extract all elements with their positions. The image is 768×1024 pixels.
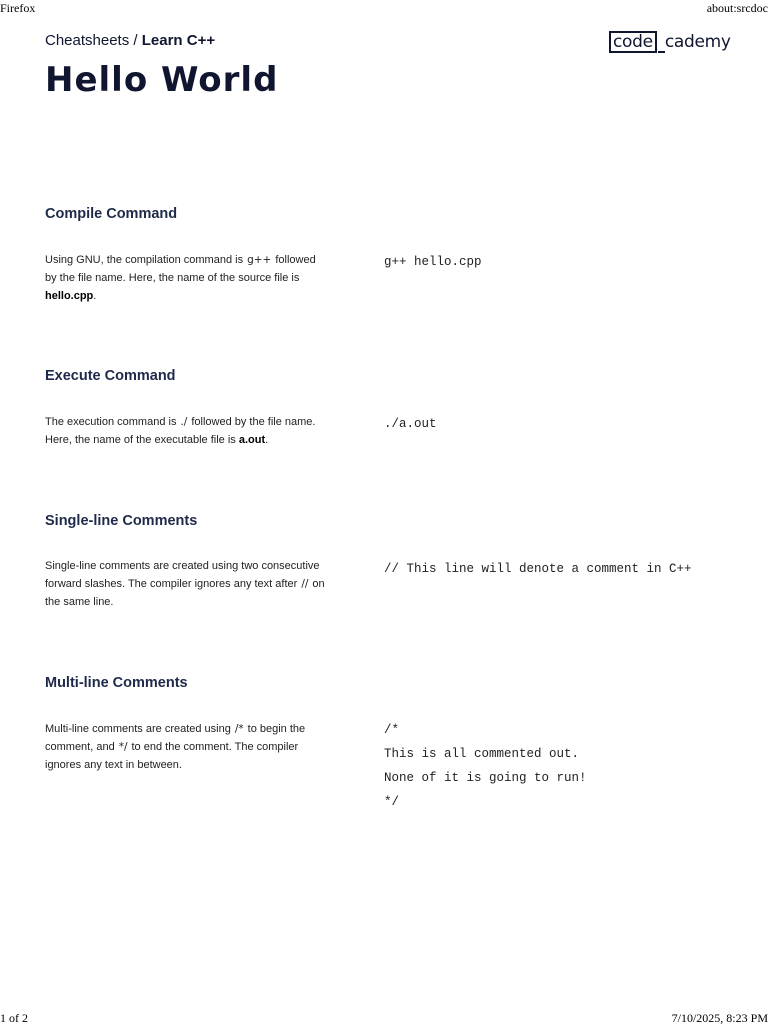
section-desc-multi-line	[45, 720, 330, 774]
inline-code: ./	[180, 416, 188, 428]
desc-bold: hello.cpp	[45, 290, 94, 302]
desc-text: Multi-line comments are created using	[45, 723, 231, 735]
breadcrumb-parent-link[interactable]: Cheatsheets	[45, 32, 130, 49]
section-title-compile: Compile Command	[45, 206, 178, 222]
inline-code: */	[118, 741, 128, 753]
desc-text: on the same line.	[45, 578, 325, 608]
desc-text: Single-line comments are created using two consecutive forward slashes. The compiler ignores any text after	[45, 560, 320, 590]
desc-bold: a.out	[238, 434, 266, 446]
breadcrumb-current[interactable]: Learn C++	[141, 32, 216, 49]
breadcrumb-separator: /	[129, 32, 142, 49]
section-desc-compile	[45, 251, 330, 305]
inline-code: //	[301, 578, 309, 590]
print-header-url: about:srcdoc	[706, 1, 768, 15]
code-line: This is all commented out.	[384, 747, 580, 761]
desc-text: .	[93, 290, 97, 302]
section-title-execute: Execute Command	[45, 368, 176, 384]
section-title-multi-line: Multi-line Comments	[45, 675, 188, 691]
print-header-browser: Firefox	[0, 1, 36, 15]
code-block-compile: g++ hello.cpp	[384, 255, 482, 269]
logo-rest-text: cademy	[664, 32, 731, 52]
desc-text: to end the comment. The compiler ignores any text in between.	[45, 741, 299, 771]
code-block-execute: ./a.out	[384, 417, 437, 431]
desc-text: .	[265, 434, 269, 446]
desc-text: followed by the file name. Here, the name of the source file is	[45, 254, 316, 284]
inline-code: g++	[247, 254, 272, 266]
inline-code: /*	[234, 723, 244, 735]
desc-text: The execution command is	[45, 416, 177, 428]
print-footer-timestamp: 7/10/2025, 8:23 PM	[671, 1011, 768, 1024]
section-desc-execute	[45, 413, 330, 449]
section-title-single-line: Single-line Comments	[45, 513, 198, 529]
section-desc-single-line	[45, 557, 330, 611]
desc-text: to begin the comment, and	[45, 723, 306, 753]
logo-boxed-text: code	[609, 31, 657, 53]
desc-text: Using GNU, the compilation command is	[45, 254, 244, 266]
print-footer-page-count: 1 of 2	[0, 1011, 28, 1024]
code-line: /*	[384, 723, 400, 737]
page-title: Hello World	[45, 60, 279, 100]
codecademy-logo[interactable]	[609, 31, 731, 53]
code-block-multi-line	[384, 718, 587, 814]
code-line: None of it is going to run!	[384, 771, 587, 785]
breadcrumb	[45, 32, 215, 49]
code-line: */	[384, 795, 400, 809]
code-block-single-line: // This line will denote a comment in C++	[384, 562, 692, 576]
desc-text: followed by the file name. Here, the name of the executable file is	[45, 416, 316, 446]
logo-cursor-mark	[658, 51, 665, 53]
